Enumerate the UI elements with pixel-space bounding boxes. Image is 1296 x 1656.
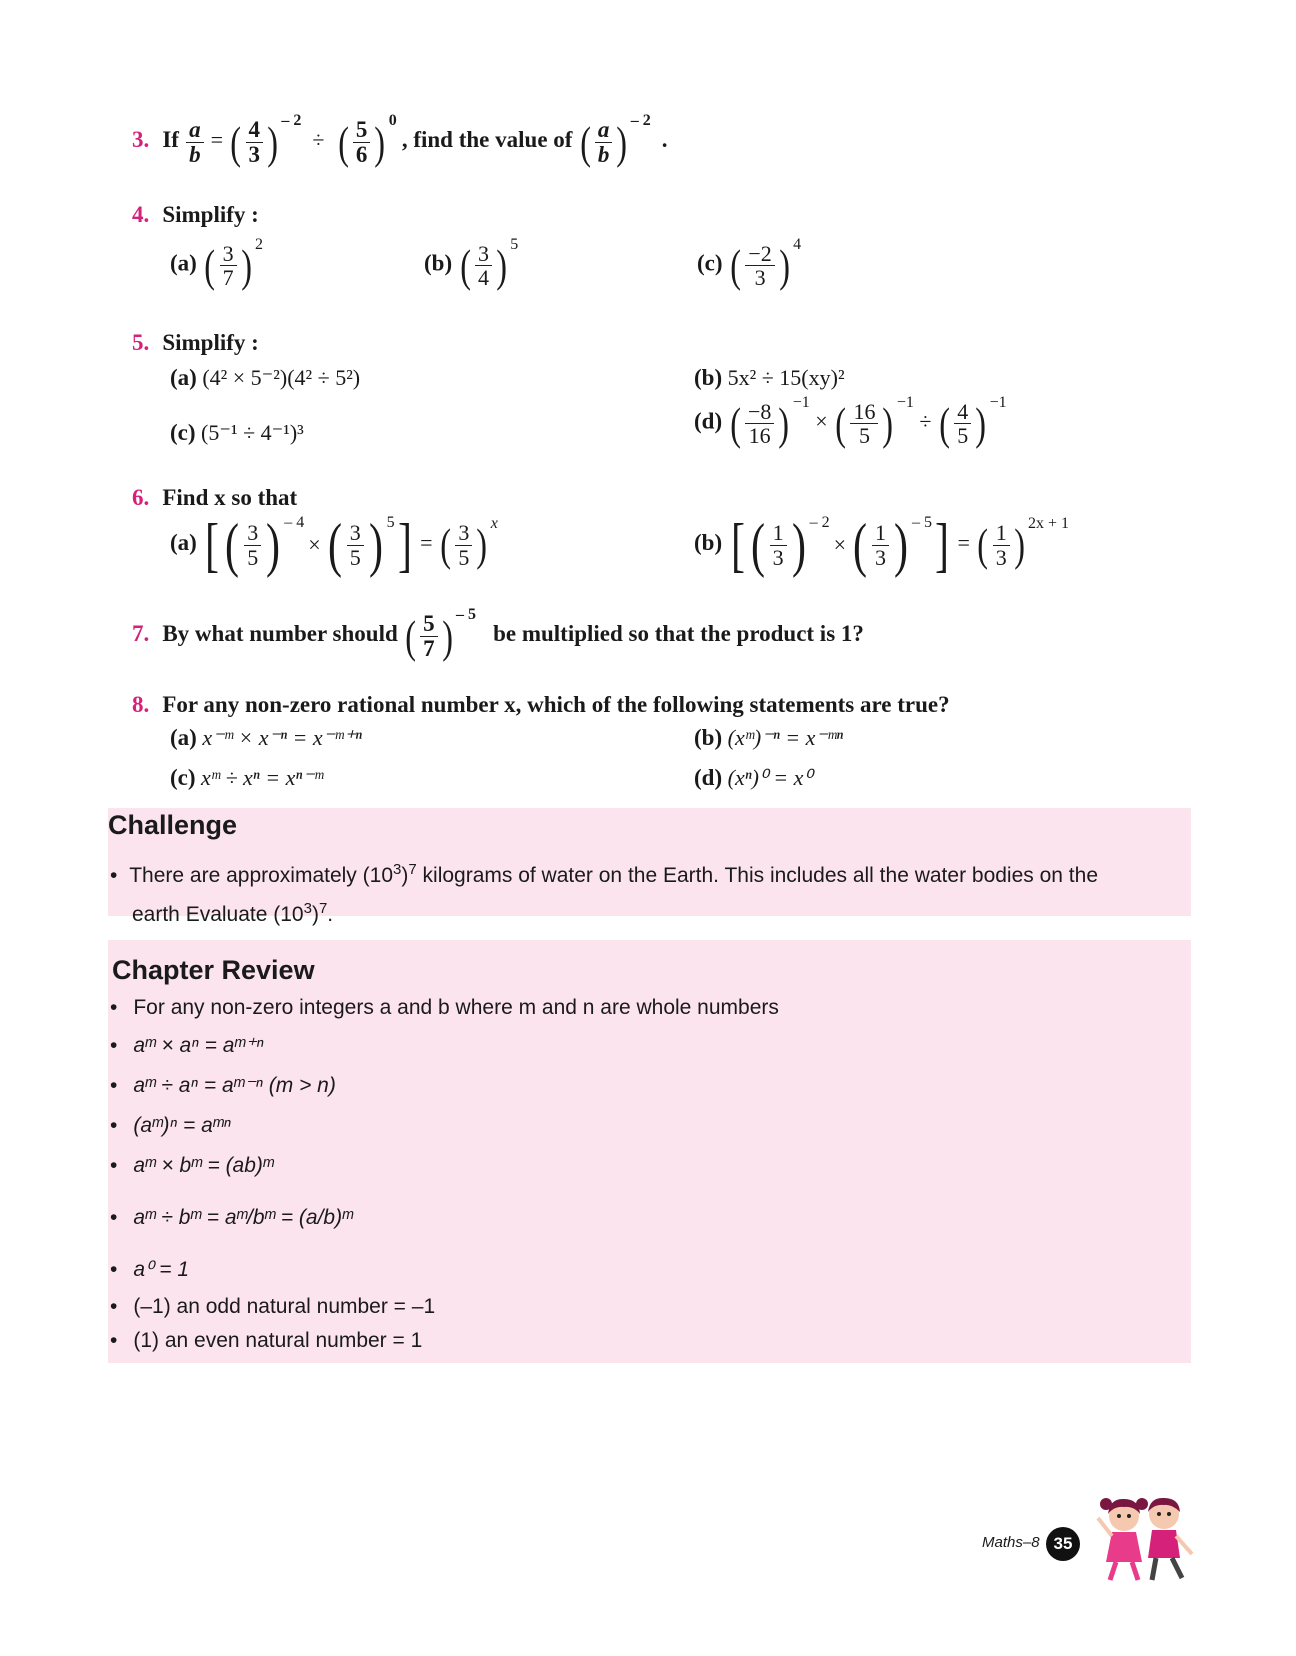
q4-part-b: (b) ( $\frac{3}{4}$ ) $^5$ [424, 235, 519, 291]
list-item: • aᵐ ÷ bᵐ = aᵐ/bᵐ = (a/b)ᵐ [110, 1206, 353, 1229]
q8-part-b: (b) (xᵐ)⁻ⁿ = x⁻ᵐⁿ [694, 725, 844, 750]
paren-4-3: ( $\frac{4}{3}$ ) [230, 116, 279, 168]
question-3: 3. If $\frac{a}{b}$ = ( $\frac{4}{3}$ ) – 2 ÷ ( $\frac{5}{6}$ ) 0 , find the value of ( $\frac{a}{b}$ ) – 2 . [132, 112, 668, 168]
list-item: • aᵐ × aⁿ = aᵐ⁺ⁿ [110, 1034, 264, 1057]
list-item: • (–1) an odd natural number = –1 [110, 1295, 436, 1318]
question-6: 6. Find x so that [132, 485, 298, 510]
list-item: • For any non-zero integers a and b where m and n are whole numbers [110, 996, 779, 1019]
question-number: 3. [132, 127, 150, 153]
list-item: • (1) an even natural number = 1 [110, 1329, 423, 1352]
question-7: 7. By what number should ( $\frac{5}{7}$ ) – 5 be multiplied so that the product is 1? [132, 606, 864, 662]
question-4: 4. Simplify : [132, 202, 259, 227]
review-list [110, 990, 1170, 1358]
challenge-title: Challenge [108, 810, 238, 840]
q5-part-d: (d) ( $\frac{-8}{16}$ ) $^{-1}$ × ( $\frac{16}{5}$ ) $^{-1}$ ÷ ( $\frac{4}{5}$ ) $^{-1}$ [694, 393, 1007, 449]
challenge-text: • There are approximately $(10^3)^7$ kilograms of water on the Earth. This includes all the water bodies on the earth Evaluate $(10^3)^7$. [110, 861, 1098, 926]
list-item: • a⁰ = 1 [110, 1258, 190, 1281]
paren-5-6: ( $\frac{5}{6}$ ) [337, 116, 386, 168]
paren-a-b: ( $\frac{a}{b}$ ) [579, 116, 628, 168]
q6-part-a: (a) [ ( $\frac{3}{5}$ ) – 4 × ( $\frac{3}{5}$ ) 5 ] = ( $\frac{3}{5}$ ) $^x$ [170, 512, 498, 578]
chapter-review-title: Chapter Review [112, 955, 315, 985]
q8-part-c: (c) xᵐ ÷ xⁿ = xⁿ⁻ᵐ [170, 765, 324, 790]
q6-part-b: (b) [ ( $\frac{1}{3}$ ) – 2 × ( $\frac{1}{3}$ ) – 5 ] = ( $\frac{1}{3}$ ) $^{2x + 1}$ [694, 512, 1070, 578]
question-8: 8. For any non-zero rational number x, which of the following statements are true? [132, 692, 950, 717]
page-number: 35 [1046, 1527, 1080, 1561]
q4-part-c: (c) ( $\frac{-2}{3}$ ) $^4$ [697, 235, 802, 291]
cartoon-kids-illustration [1092, 1492, 1202, 1584]
question-5: 5. Simplify : [132, 330, 259, 355]
q8-part-d: (d) (xⁿ)⁰ = x⁰ [694, 765, 813, 790]
q4-part-a: (a) ( $\frac{3}{7}$ ) $^2$ [170, 235, 263, 291]
q5-part-c: (c) (5⁻¹ ÷ 4⁻¹)³ [170, 420, 304, 445]
list-item: • aᵐ ÷ aⁿ = aᵐ⁻ⁿ (m > n) [110, 1074, 336, 1097]
q8-part-a: (a) x⁻ᵐ × x⁻ⁿ = x⁻ᵐ⁺ⁿ [170, 725, 362, 750]
list-item: • aᵐ × bᵐ = (ab)ᵐ [110, 1154, 274, 1177]
list-item: • (aᵐ)ⁿ = aᵐⁿ [110, 1114, 231, 1137]
question-text: If [162, 127, 179, 153]
q5-part-a: (a) (4² × 5⁻²)(4² ÷ 5²) [170, 365, 361, 390]
q5-part-b: (b) 5x² ÷ 15(xy)² [694, 365, 845, 390]
book-title: Maths–8 [982, 1534, 1040, 1551]
fraction-a-b: $\frac{a}{b}$ [186, 118, 204, 167]
question-title: Simplify : [162, 202, 259, 227]
